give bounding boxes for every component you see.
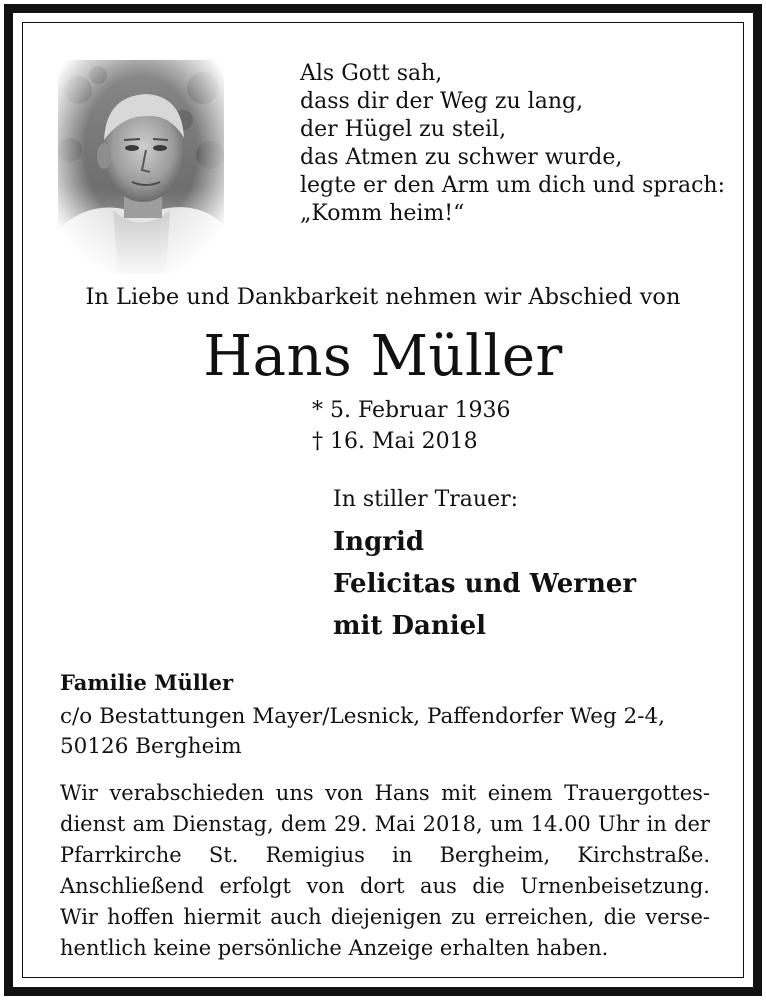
farewell-intro: In Liebe und Dankbarkeit nehmen wir Abschied von — [85, 284, 681, 310]
word: Uhr — [598, 812, 640, 836]
service-notice — [60, 778, 710, 964]
poem-line: Als Gott sah, — [300, 61, 443, 86]
deceased-name: Hans Müller — [203, 324, 563, 389]
mourner-name: Felicitas und Werner — [333, 569, 637, 599]
word: Dienstag, — [172, 812, 274, 836]
word: die — [472, 874, 505, 898]
word: Trauergottes- — [564, 781, 710, 805]
word: einem — [487, 781, 553, 805]
mourner-name: mit Daniel — [333, 611, 487, 641]
word: Wir — [60, 905, 98, 929]
contact-address — [60, 702, 665, 762]
word: die — [603, 905, 637, 929]
word: in — [646, 812, 667, 836]
word: von — [325, 781, 364, 805]
portrait-photo — [58, 60, 224, 274]
mourning-label: In stiller Trauer: — [333, 487, 519, 512]
word: dort — [359, 874, 405, 898]
word: Remigius — [265, 843, 365, 867]
service-line — [60, 778, 710, 809]
word: Pfarrkirche — [60, 843, 182, 867]
service-line — [60, 902, 710, 933]
word: erfolgt — [219, 874, 291, 898]
address-line: c/o Bestattungen Mayer/Lesnick, Paffendorfer Weg 2-4, — [60, 704, 666, 729]
word: Anschließend — [60, 874, 205, 898]
birth-date: * 5. Februar 1936 — [312, 398, 511, 423]
poem-line: „Komm heim!“ — [300, 201, 465, 226]
death-date: † 16. Mai 2018 — [312, 429, 478, 454]
address-line: 50126 Bergheim — [60, 734, 242, 759]
word: Hans — [374, 781, 430, 805]
service-line: hentlich keine persönliche Anzeige erhalten haben. — [60, 936, 609, 960]
word: Wir — [60, 781, 98, 805]
word: verse- — [645, 905, 710, 929]
poem-line: legte er den Arm um dich und sprach: — [300, 173, 725, 198]
word: von — [306, 874, 345, 898]
mourner-name: Ingrid — [333, 527, 424, 557]
word: zu — [451, 905, 476, 929]
word: Urnenbeisetzung. — [520, 874, 710, 898]
word: St. — [208, 843, 239, 867]
word: Mai — [374, 812, 416, 836]
word: hiermit — [183, 905, 262, 929]
word: in — [392, 843, 413, 867]
word: um — [489, 812, 524, 836]
word: hoffen — [107, 905, 175, 929]
word: erreichen, — [484, 905, 595, 929]
word: mit — [441, 781, 477, 805]
poem-line: das Atmen zu schwer wurde, — [300, 145, 623, 170]
service-line — [60, 809, 710, 840]
service-line — [60, 840, 710, 871]
word: der — [674, 812, 710, 836]
word: Kirchstraße. — [577, 843, 710, 867]
word: 14.00 — [530, 812, 591, 836]
word: dem — [280, 812, 327, 836]
family-name: Familie Müller — [60, 670, 234, 695]
poem-line: der Hügel zu steil, — [300, 117, 507, 142]
word: 29. — [333, 812, 368, 836]
word: auch — [270, 905, 322, 929]
word: dienst — [60, 812, 126, 836]
word: Bergheim, — [439, 843, 551, 867]
service-line — [60, 871, 710, 902]
poem-line: dass dir der Weg zu lang, — [300, 89, 584, 114]
word: diejenigen — [330, 905, 442, 929]
poem — [300, 60, 740, 228]
word: am — [132, 812, 166, 836]
word: verabschieden — [109, 781, 265, 805]
word: 2018, — [422, 812, 483, 836]
word: uns — [275, 781, 314, 805]
word: aus — [419, 874, 457, 898]
